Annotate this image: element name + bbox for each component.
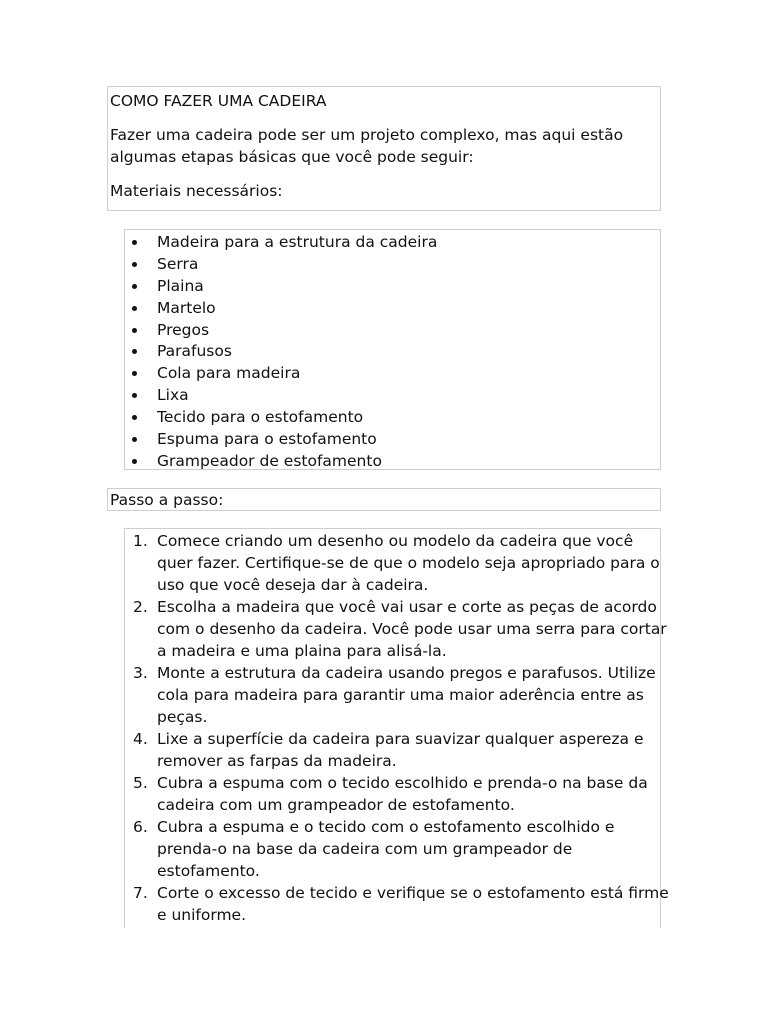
step-text: [157, 816, 658, 882]
list-item: [125, 319, 660, 341]
step-text: [157, 662, 658, 728]
step-text: [157, 596, 667, 662]
step-item: [125, 816, 660, 882]
bullet-icon: [132, 328, 137, 333]
step-item: [125, 662, 660, 728]
list-item-label: Espuma para o estofamento: [157, 430, 377, 449]
step-text-line: e uniforme.: [157, 906, 247, 924]
step-number: 2.: [133, 598, 148, 616]
bullet-icon: [132, 349, 137, 354]
list-item-label: Plaina: [157, 276, 204, 295]
step-number: 3.: [133, 664, 148, 682]
list-item: [125, 362, 660, 384]
bullet-icon: [132, 306, 137, 311]
list-item-label: Tecido para o estofamento: [157, 408, 364, 427]
step-text-line: Escolha a madeira que você vai usar e corte as peças de acordo: [157, 598, 657, 616]
list-item: [125, 450, 660, 472]
list-item: [125, 275, 660, 297]
intro-paragraph-line: Fazer uma cadeira pode ser um projeto complexo, mas aqui estão: [110, 126, 624, 144]
steps-list-section: [124, 528, 669, 928]
step-text: [157, 772, 658, 816]
bullet-icon: [132, 284, 137, 289]
materials-list-section: [124, 229, 661, 470]
step-item: [125, 882, 669, 926]
step-text-line: com o desenho da cadeira. Você pode usar uma serra para cortar: [157, 620, 667, 638]
step-item: [125, 728, 660, 772]
step-text-line: peças.: [157, 708, 208, 726]
step-item: [125, 530, 660, 596]
steps-heading-section: [107, 488, 661, 511]
intro-section: [107, 86, 661, 211]
list-item: [125, 428, 660, 450]
step-text-line: cadeira com um grampeador de estofamento.: [157, 796, 515, 814]
step-text: [157, 530, 658, 596]
intro-paragraph: [110, 124, 658, 168]
bullet-icon: [132, 393, 137, 398]
step-text-line: estofamento.: [157, 862, 260, 880]
bullet-icon: [132, 459, 137, 464]
list-item-label: Martelo: [157, 298, 216, 317]
list-item: [125, 384, 660, 406]
step-number: 4.: [133, 730, 148, 748]
step-number: 5.: [133, 774, 148, 792]
bullet-icon: [132, 262, 137, 267]
step-text-line: prenda-o na base da cadeira com um grampeador de: [157, 840, 573, 858]
step-text-line: Cubra a espuma com o tecido escolhido e prenda-o na base da: [157, 774, 648, 792]
list-item: [125, 297, 660, 319]
step-text: [157, 728, 658, 772]
step-text-line: Comece criando um desenho ou modelo da cadeira que você: [157, 532, 634, 550]
list-item-label: Lixa: [157, 386, 189, 405]
step-text-line: Lixe a superfície da cadeira para suavizar qualquer aspereza e: [157, 730, 644, 748]
step-text: [157, 882, 669, 926]
list-item-label: Madeira para a estrutura da cadeira: [157, 233, 438, 251]
list-item-label: Cola para madeira: [157, 364, 301, 383]
step-text-line: uso que você deseja dar à cadeira.: [157, 576, 429, 594]
list-item-label: Parafusos: [157, 342, 232, 361]
list-item-label: Grampeador de estofamento: [157, 451, 382, 470]
step-text-line: quer fazer. Certifique-se de que o modelo seja apropriado para o: [157, 554, 660, 572]
steps-heading: Passo a passo:: [110, 491, 224, 509]
step-text-line: Cubra a espuma e o tecido com o estofamento escolhido e: [157, 818, 615, 836]
bullet-icon: [132, 437, 137, 442]
step-number: 6.: [133, 818, 148, 836]
step-text-line: Monte a estrutura da cadeira usando pregos e parafusos. Utilize: [157, 664, 656, 682]
step-text-line: a madeira e uma plaina para alisá-la.: [157, 642, 447, 660]
step-item: [125, 596, 667, 662]
bullet-icon: [132, 240, 137, 245]
list-item: [125, 231, 660, 253]
steps-list: [125, 530, 669, 926]
list-item: [125, 406, 660, 428]
materials-list: [125, 231, 660, 472]
intro-paragraph-line: algumas etapas básicas que você pode seguir:: [110, 148, 474, 166]
list-item: [125, 340, 660, 362]
materials-heading: Materiais necessários:: [110, 182, 283, 200]
list-item-label: Serra: [157, 254, 199, 273]
step-text-line: remover as farpas da madeira.: [157, 752, 397, 770]
document-title: COMO FAZER UMA CADEIRA: [110, 92, 327, 110]
list-item: [125, 253, 660, 275]
bullet-icon: [132, 371, 137, 376]
step-number: 1.: [133, 532, 148, 550]
list-item-label: Pregos: [157, 320, 210, 339]
step-text-line: Corte o excesso de tecido e verifique se o estofamento está firme: [157, 884, 669, 902]
step-number: 7.: [133, 884, 148, 902]
step-text-line: cola para madeira para garantir uma maior aderência entre as: [157, 686, 644, 704]
bullet-icon: [132, 415, 137, 420]
step-item: [125, 772, 660, 816]
